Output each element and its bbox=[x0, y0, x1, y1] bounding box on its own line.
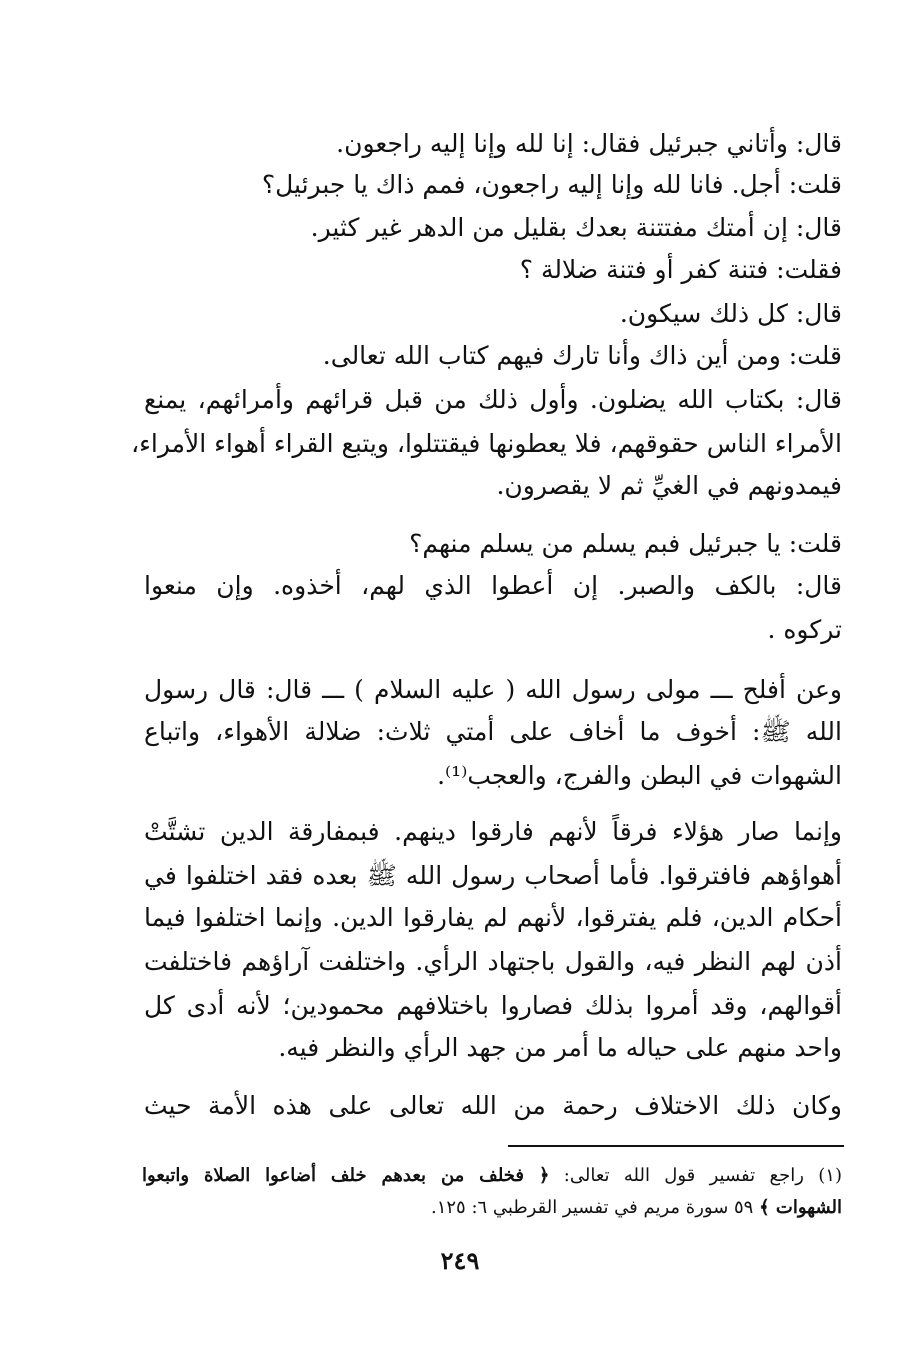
footnote-marker: (١) bbox=[818, 1165, 842, 1186]
text-line-16: وإنما صار هؤلاء فرقاً لأنهم فارقوا دينهم. فبمفارقة الدين تشتَّتْ bbox=[144, 817, 842, 846]
text-line-6: قلت: ومن أين ذاك وأنا تارك فيهم كتاب الله تعالى. bbox=[322, 341, 842, 370]
text-line-5: قال: كل ذلك سيكون. bbox=[619, 299, 842, 328]
text-line-18: أحكام الدين، فلم يفترقوا، لأنهم لم يفارقوا الدين. وإنما اختلفوا فيما bbox=[144, 903, 842, 932]
text-line-7: قال: بكتاب الله يضلون. وأول ذلك من قبل قرائهم وأمرائهم، يمنع bbox=[144, 385, 842, 414]
footnote-reference: ٥٩ سورة مريم في تفسير القرطبي ٦: ١٢٥. bbox=[430, 1197, 754, 1218]
text-line-12: تركوه . bbox=[767, 615, 842, 644]
text-line-1: قال: وأتاني جبرئيل فقال: إنا لله وإنا إليه راجعون. bbox=[336, 129, 842, 158]
text-line-17: أهواؤهم فافترقوا. فأما أصحاب رسول الله ﷺ بعده فقد اختلفوا في bbox=[144, 861, 842, 890]
text-line-8: الأمراء الناس حقوقهم، فلا يعطونها فيقتتلوا، ويتبع القراء أهواء الأمراء، bbox=[131, 429, 842, 458]
text-line-13: وعن أفلح ـــ مولى رسول الله ( عليه السلام ) ـــ قال: قال رسول bbox=[144, 675, 842, 704]
text-line-15: الشهوات في البطن والفرج، والعجب⁽¹⁾. bbox=[437, 761, 842, 790]
text-line-2: قلت: أجل. فانا لله وإنا إليه راجعون، فمم ذاك يا جبرئيل؟ bbox=[261, 170, 842, 199]
footnote-line-2 bbox=[142, 1192, 842, 1224]
text-line-14: الله ﷺ: أخوف ما أخاف على أمتي ثلاث: ضلالة الأهواء، واتباع bbox=[144, 717, 842, 746]
text-line-11: قال: بالكف والصبر. إن أعطوا الذي لهم، أخذوه. وإن منعوا bbox=[144, 571, 842, 600]
text-line-19: أذن لهم النظر فيه، والقول باجتهاد الرأي. واختلفت آراؤهم فاختلفت bbox=[144, 947, 842, 976]
text-line-21: واحد منهم على حياله ما أمر من جهد الرأي والنظر فيه. bbox=[278, 1033, 842, 1062]
page-number: ٢٤٩ bbox=[440, 1246, 480, 1275]
text-line-10: قلت: يا جبرئيل فبم يسلم من يسلم منهم؟ bbox=[409, 529, 842, 558]
footnote-separator bbox=[508, 1145, 844, 1147]
text-line-3: قال: إن أمتك مفتتنة بعدك بقليل من الدهر غير كثير. bbox=[310, 213, 842, 242]
text-line-9: فيمدونهم في الغيِّ ثم لا يقصرون. bbox=[496, 471, 842, 500]
footnote-line-1 bbox=[142, 1160, 842, 1192]
text-line-4: فقلت: فتنة كفر أو فتنة ضلالة ؟ bbox=[519, 255, 842, 284]
text-line-20: أقوالهم، وقد أمروا بذلك فصاروا باختلافهم محمودين؛ لأنه أدى كل bbox=[144, 991, 842, 1020]
text-line-22: وكان ذلك الاختلاف رحمة من الله تعالى على هذه الأمة حيث bbox=[144, 1091, 842, 1120]
footnote-prefix: راجع تفسير قول الله تعالى: bbox=[563, 1165, 804, 1186]
footnote-quote-part-1: ﴿ فخلف من بعدهم خلف أضاعوا الصلاة واتبعوا bbox=[142, 1165, 550, 1186]
footnote-quote-part-2: الشهوات ﴾ bbox=[759, 1197, 842, 1218]
